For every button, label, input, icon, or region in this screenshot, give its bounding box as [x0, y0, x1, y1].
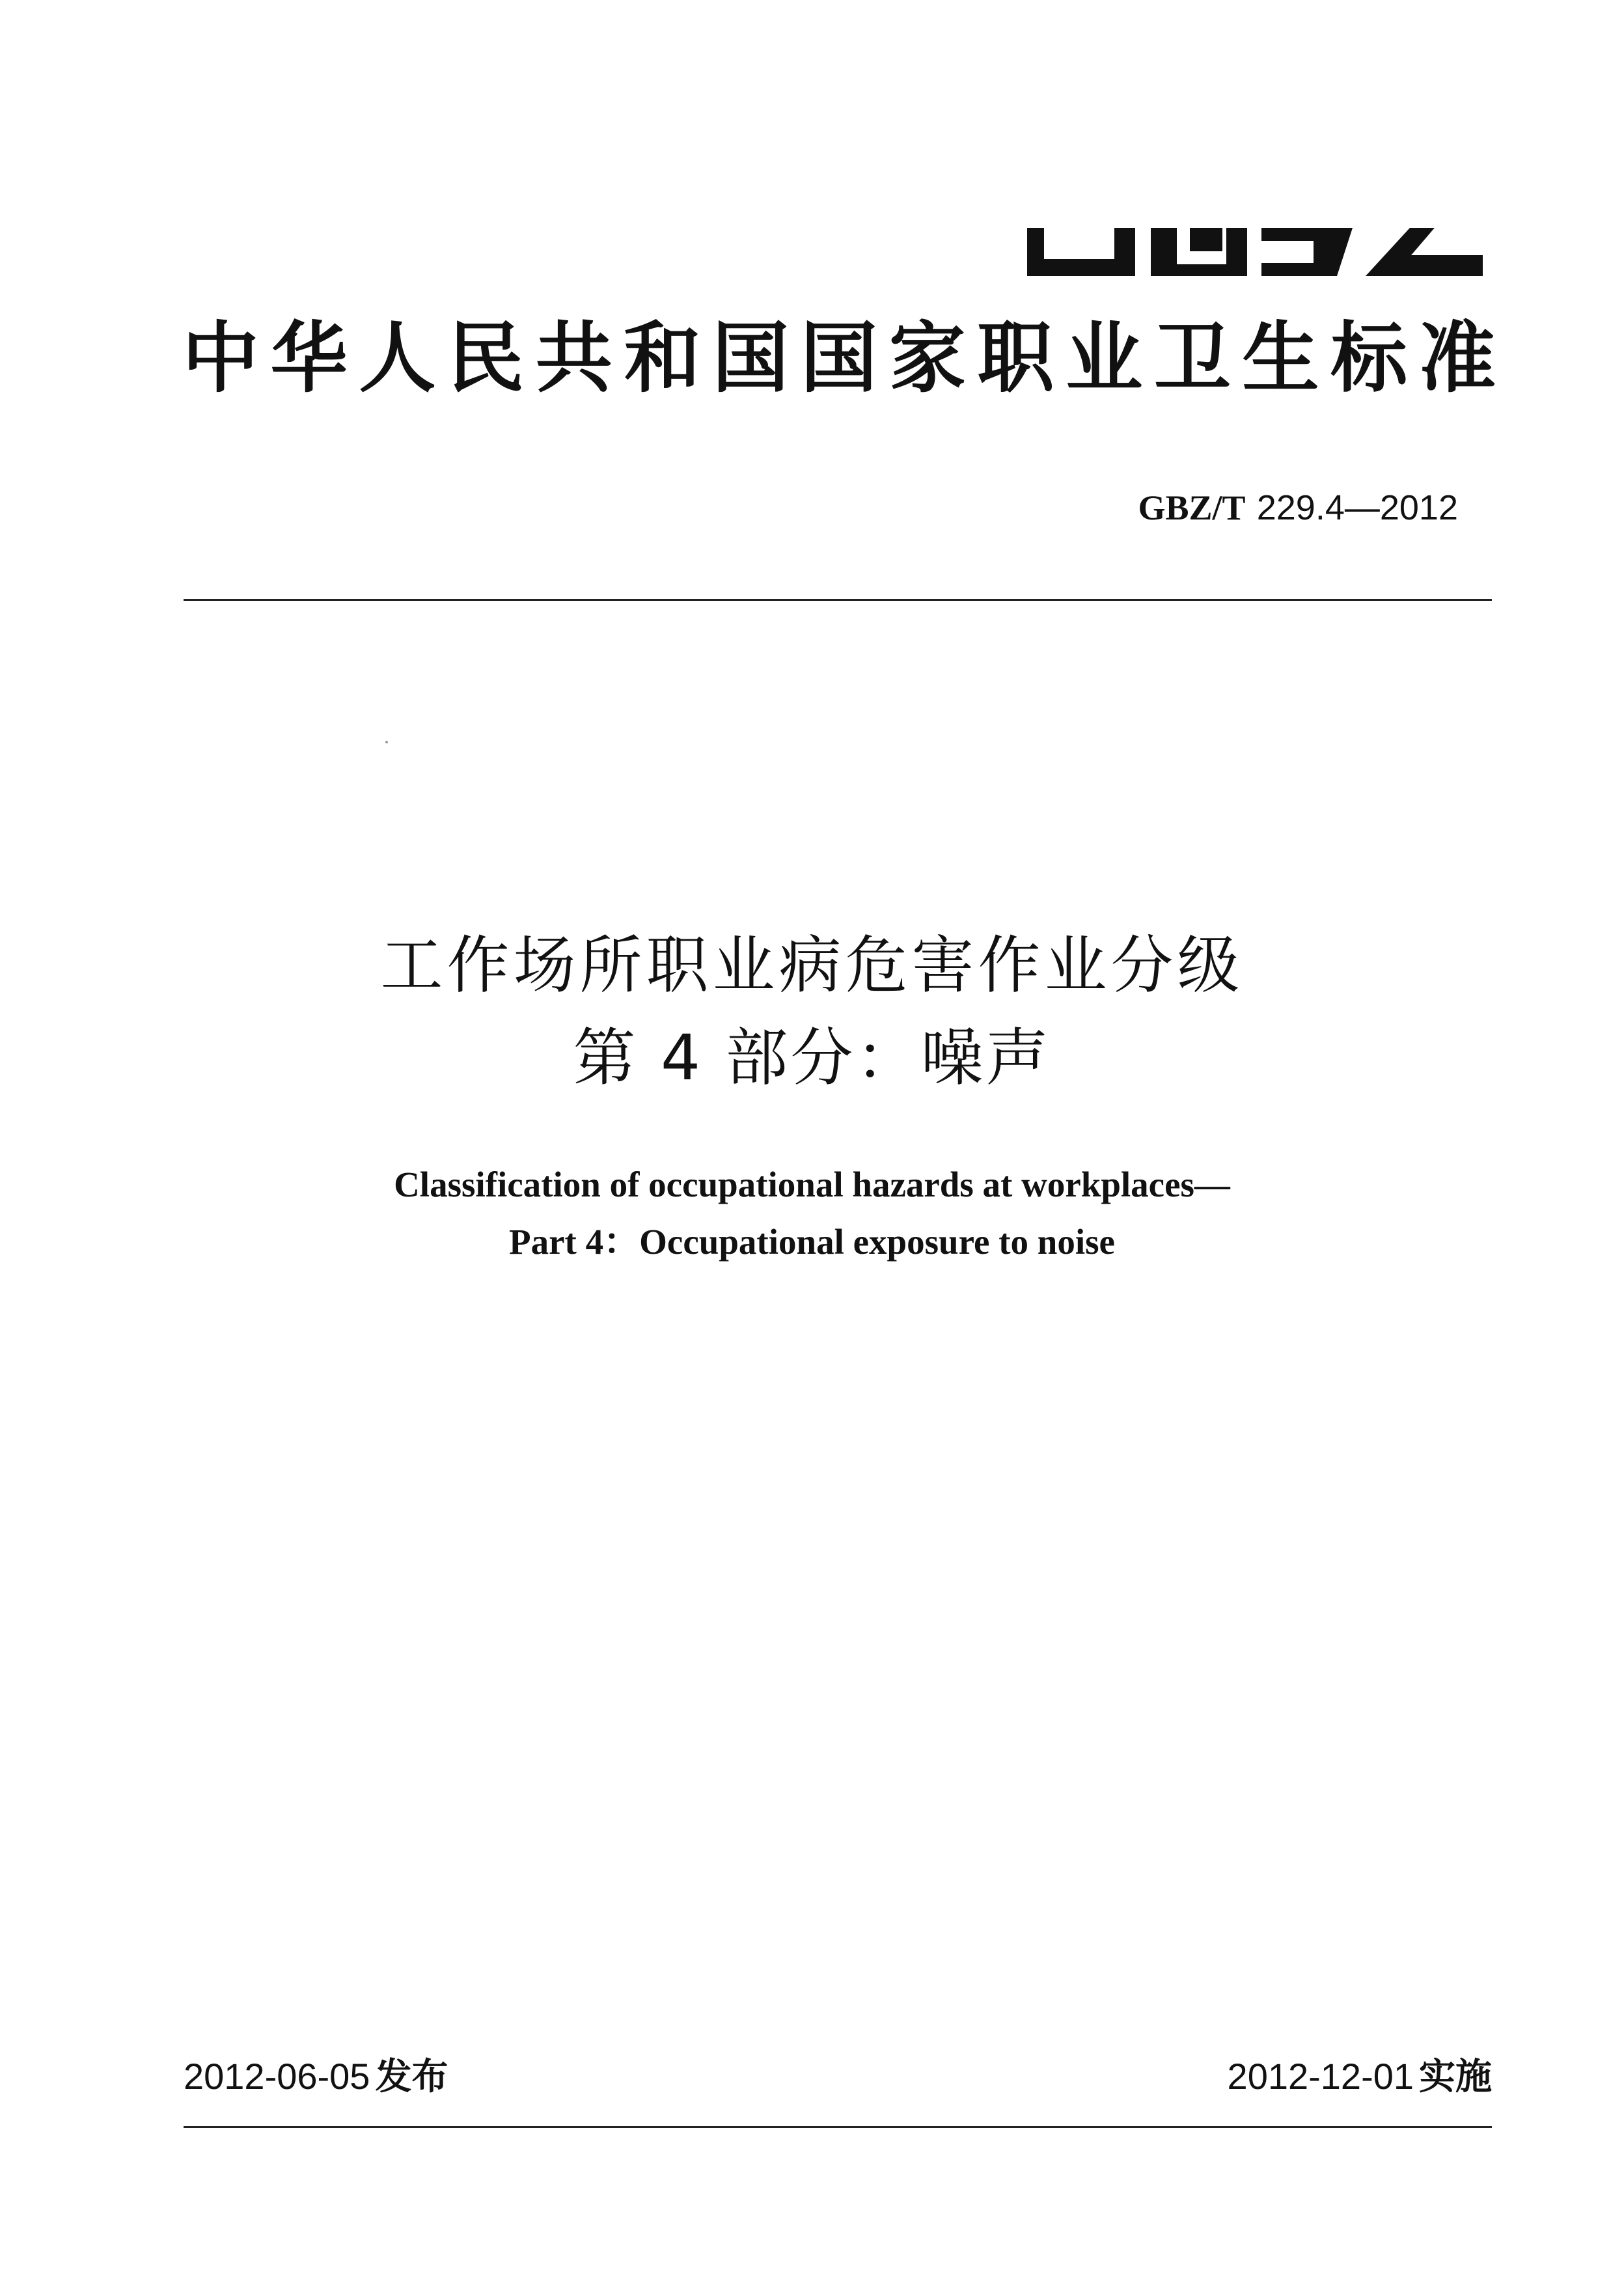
- standard-number-value: 229.4—2012: [1256, 488, 1458, 527]
- title-cn-line1: 工作场所职业病危害作业分级: [380, 929, 1244, 1002]
- publish-date: 2012-06-05: [184, 2056, 370, 2097]
- implement-date: 2012-12-01: [1227, 2056, 1414, 2097]
- standard-number: [976, 482, 1458, 534]
- title-cn-line2: 第 4 部分：噪声: [573, 1021, 1051, 1094]
- implement-label: 实施: [1419, 2056, 1492, 2098]
- bottom-divider: [184, 2126, 1492, 2128]
- publish-label: 发布: [375, 2056, 448, 2098]
- gbz-logo-icon: [1027, 228, 1483, 276]
- publish-date-row: [184, 2051, 448, 2103]
- title-en-line1: Classification of occupational hazards at workplaces—: [394, 1165, 1230, 1204]
- standard-code: GBZ/T: [1138, 488, 1246, 527]
- title-en-line2: Part 4：Occupational exposure to noise: [509, 1222, 1115, 1262]
- implement-date-row: [1107, 2051, 1492, 2103]
- issuer-title: 中华人民共和国国家职业卫生标准: [182, 312, 1497, 403]
- scan-speck: [385, 741, 388, 743]
- top-divider: [184, 599, 1492, 601]
